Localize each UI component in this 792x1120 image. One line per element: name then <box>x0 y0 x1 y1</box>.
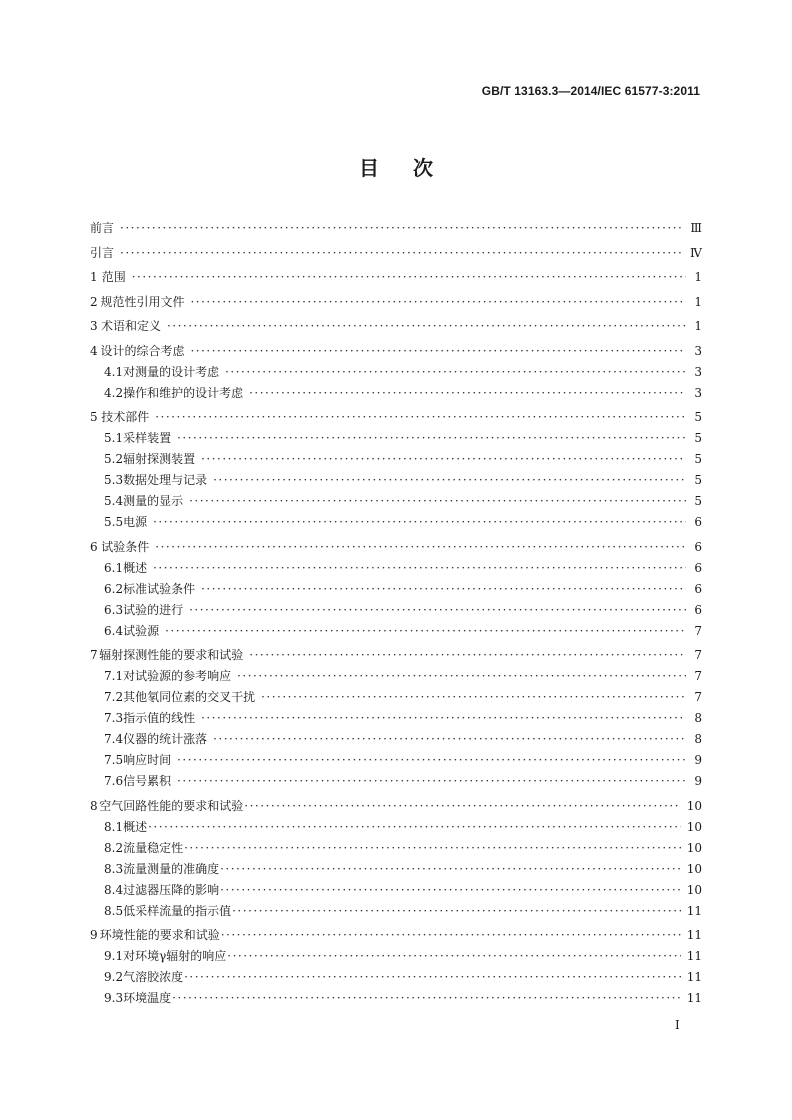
toc-entry-number: 6.3 <box>104 602 124 617</box>
toc-entry-title: 流量稳定性 <box>123 840 184 855</box>
toc-entry-number: 7 <box>90 648 98 662</box>
toc-entry-title: 仪器的统计涨落 <box>123 732 208 746</box>
toc-entry-title: 引言 <box>90 245 115 260</box>
toc-entry-title: 信号累积 <box>123 774 172 788</box>
toc-entry[interactable] <box>90 292 702 313</box>
toc-entry[interactable] <box>90 449 702 470</box>
toc-entry-title: 规范性引用文件 <box>100 294 185 309</box>
toc-entry-number: 6.2 <box>104 581 124 596</box>
toc-entry-page: 11 <box>686 903 702 918</box>
toc-entry-page: 7 <box>694 623 702 638</box>
toc-entry-number: 8.4 <box>104 882 124 897</box>
toc-entry-page: 8 <box>694 711 702 725</box>
toc-entry-title: 范围 <box>101 270 126 284</box>
toc-entry-number: 9 <box>90 928 98 942</box>
toc-entry-number: 5 <box>90 410 98 424</box>
toc-entry[interactable] <box>90 729 702 750</box>
toc-entry[interactable] <box>90 579 702 600</box>
dot-leader <box>220 859 681 880</box>
toc-entry-page: 10 <box>686 819 702 834</box>
toc-entry-page: 1 <box>694 294 702 309</box>
toc-entry-title: 环境性能的要求和试验 <box>99 928 220 942</box>
dot-leader <box>261 687 686 708</box>
toc-entry-page: Ⅳ <box>690 245 702 260</box>
toc-entry-number: 4 <box>90 343 98 358</box>
toc-entry-page: 11 <box>686 949 702 963</box>
toc-entry[interactable] <box>90 796 702 817</box>
toc-entry-title: 操作和维护的设计考虑 <box>123 385 244 400</box>
dot-leader <box>244 796 680 817</box>
toc-entry-page: 11 <box>686 928 702 942</box>
toc-entry-title: 空气回路性能的要求和试验 <box>99 798 244 813</box>
toc-entry-number: 8.2 <box>104 840 124 855</box>
toc-entry[interactable] <box>90 407 702 428</box>
toc-entry[interactable] <box>90 243 702 264</box>
toc-entry-page: 7 <box>694 669 702 683</box>
toc-entry-title: 指示值的线性 <box>123 711 196 725</box>
toc-entry-title: 响应时间 <box>123 753 172 767</box>
toc-entry-page: 3 <box>694 343 702 358</box>
toc-entry-title: 前言 <box>90 221 115 235</box>
page-folio: Ⅰ <box>675 1018 680 1032</box>
toc-entry-page: 5 <box>694 410 702 424</box>
toc-entry-page: 1 <box>694 319 702 333</box>
table-of-contents <box>90 218 702 1009</box>
toc-entry-title: 测量的显示 <box>123 494 184 508</box>
toc-entry-title: 术语和定义 <box>100 319 161 333</box>
toc-entry[interactable] <box>90 687 702 708</box>
toc-entry[interactable] <box>90 750 702 771</box>
toc-entry-number: 2 <box>90 294 98 309</box>
toc-entry-title: 标准试验条件 <box>123 581 196 596</box>
toc-entry[interactable] <box>90 537 702 558</box>
toc-entry-title: 过滤器压降的影响 <box>123 882 220 897</box>
toc-entry-title: 对环境γ辐射的响应 <box>123 949 227 963</box>
toc-entry-number: 5.5 <box>104 515 124 529</box>
toc-entry-title: 流量测量的准确度 <box>123 861 220 876</box>
toc-entry-title: 其他氡同位素的交叉干扰 <box>123 690 256 704</box>
toc-entry-page: Ⅲ <box>690 221 702 235</box>
toc-entry-page: 10 <box>686 840 702 855</box>
toc-entry-page: 5 <box>694 473 702 487</box>
dot-leader <box>148 817 681 838</box>
title-char-2: 次 <box>413 156 433 180</box>
toc-entry-page: 3 <box>694 364 702 379</box>
toc-entry[interactable] <box>90 558 702 579</box>
toc-entry-page: 6 <box>694 602 702 617</box>
dot-leader <box>220 880 681 901</box>
toc-entry[interactable] <box>90 341 702 362</box>
dot-leader <box>227 946 680 967</box>
toc-entry[interactable] <box>90 470 702 491</box>
toc-entry[interactable] <box>90 645 702 666</box>
toc-entry-title: 辐射探测性能的要求和试验 <box>99 648 244 662</box>
toc-entry-page: 7 <box>694 690 702 704</box>
toc-entry-number: 4.1 <box>104 364 124 379</box>
toc-entry-page: 6 <box>694 560 702 575</box>
toc-entry-number: 9.3 <box>104 991 124 1005</box>
dot-leader <box>172 988 681 1009</box>
dot-leader <box>201 579 686 600</box>
toc-entry-page: 10 <box>686 861 702 876</box>
dot-leader <box>201 708 686 729</box>
dot-leader <box>177 428 686 449</box>
toc-entry-number: 5.3 <box>104 473 124 487</box>
toc-entry[interactable] <box>90 316 702 337</box>
toc-entry-page: 6 <box>694 515 702 529</box>
toc-entry-page: 5 <box>694 494 702 508</box>
dot-leader <box>155 407 686 428</box>
toc-entry-number: 8.5 <box>104 903 124 918</box>
toc-entry[interactable] <box>90 600 702 621</box>
dot-leader <box>225 362 686 383</box>
toc-entry-page: 3 <box>694 385 702 400</box>
toc-entry-number: 8.1 <box>104 819 124 834</box>
toc-entry-title: 对试验源的参考响应 <box>123 669 232 683</box>
toc-entry-page: 9 <box>694 774 702 788</box>
toc-entry-page: 9 <box>694 753 702 767</box>
toc-entry-title: 概述 <box>123 819 148 834</box>
toc-entry[interactable] <box>90 771 702 792</box>
dot-leader <box>201 449 686 470</box>
toc-entry[interactable] <box>90 838 702 859</box>
toc-entry-page: 8 <box>694 732 702 746</box>
toc-entry-title: 电源 <box>123 515 148 529</box>
dot-leader <box>120 243 684 264</box>
toc-entry-title: 试验条件 <box>101 539 150 554</box>
toc-entry[interactable] <box>90 901 702 922</box>
dot-leader <box>213 729 686 750</box>
toc-entry-page: 5 <box>694 452 702 466</box>
title-char-1: 目 <box>359 156 379 180</box>
dot-leader <box>232 901 681 922</box>
toc-entry-title: 设计的综合考虑 <box>100 343 185 358</box>
toc-entry-number: 6.1 <box>104 560 124 575</box>
toc-entry-page: 6 <box>694 581 702 596</box>
toc-entry-page: 6 <box>694 539 702 554</box>
toc-entry[interactable] <box>90 817 702 838</box>
toc-entry[interactable] <box>90 218 702 239</box>
toc-entry-page: 11 <box>686 970 702 984</box>
standard-number-header: GB/T 13163.3—2014/IEC 61577-3:2011 <box>481 84 700 98</box>
toc-entry-number: 7.5 <box>104 753 124 767</box>
toc-entry-number: 7.6 <box>104 774 124 788</box>
toc-entry-title: 辐射探测装置 <box>123 452 196 466</box>
dot-leader <box>190 292 686 313</box>
toc-entry-number: 9.2 <box>104 970 124 984</box>
dot-leader <box>132 267 686 288</box>
dot-leader <box>177 750 686 771</box>
dot-leader <box>153 558 686 579</box>
dot-leader <box>221 925 681 946</box>
toc-entry[interactable] <box>90 925 702 946</box>
dot-leader <box>120 218 684 239</box>
dot-leader <box>189 600 686 621</box>
toc-entry-number: 3 <box>90 319 98 333</box>
toc-entry-number: 5.2 <box>104 452 124 466</box>
dot-leader <box>213 470 686 491</box>
toc-entry-number: 1 <box>90 270 98 284</box>
toc-entry[interactable] <box>90 946 702 967</box>
toc-entry[interactable] <box>90 267 702 288</box>
dot-leader <box>184 838 681 859</box>
toc-entry[interactable] <box>90 512 702 533</box>
toc-entry-number: 5.1 <box>104 431 124 445</box>
toc-entry-number: 7.1 <box>104 669 124 683</box>
toc-entry[interactable] <box>90 491 702 512</box>
toc-entry[interactable] <box>90 880 702 901</box>
toc-entry-number: 7.3 <box>104 711 124 725</box>
dot-leader <box>190 341 686 362</box>
dot-leader <box>155 537 686 558</box>
toc-entry-number: 8.3 <box>104 861 124 876</box>
toc-entry-page: 5 <box>694 431 702 445</box>
toc-entry[interactable] <box>90 621 702 642</box>
toc-entry-page: 1 <box>694 270 702 284</box>
dot-leader <box>237 666 686 687</box>
toc-entry-number: 6 <box>90 539 98 554</box>
dot-leader <box>165 621 686 642</box>
toc-entry[interactable] <box>90 988 702 1009</box>
toc-entry[interactable] <box>90 967 702 988</box>
toc-entry-page: 11 <box>686 991 702 1005</box>
dot-leader <box>249 383 686 404</box>
toc-entry-title: 低采样流量的指示值 <box>123 903 232 918</box>
dot-leader <box>184 967 681 988</box>
toc-entry-number: 7.2 <box>104 690 124 704</box>
toc-entry-title: 试验源 <box>123 623 160 638</box>
toc-entry-number: 7.4 <box>104 732 124 746</box>
dot-leader <box>189 491 686 512</box>
toc-entry[interactable] <box>90 362 702 383</box>
toc-entry-page: 7 <box>694 648 702 662</box>
toc-entry-title: 气溶胶浓度 <box>123 970 184 984</box>
toc-entry-title: 数据处理与记录 <box>123 473 208 487</box>
dot-leader <box>153 512 686 533</box>
toc-entry-number: 6.4 <box>104 623 124 638</box>
toc-entry-title: 概述 <box>123 560 148 575</box>
toc-entry-number: 8 <box>90 798 98 813</box>
dot-leader <box>177 771 686 792</box>
toc-entry-title: 技术部件 <box>101 410 150 424</box>
toc-entry-page: 10 <box>686 882 702 897</box>
toc-entry-number: 5.4 <box>104 494 124 508</box>
toc-entry-title: 试验的进行 <box>123 602 184 617</box>
toc-entry-page: 10 <box>686 798 702 813</box>
dot-leader <box>167 316 686 337</box>
toc-entry-title: 环境温度 <box>123 991 172 1005</box>
toc-entry-title: 对测量的设计考虑 <box>123 364 220 379</box>
toc-entry[interactable] <box>90 383 702 404</box>
toc-entry[interactable] <box>90 666 702 687</box>
page-title <box>0 152 792 181</box>
toc-entry[interactable] <box>90 708 702 729</box>
toc-entry-number: 4.2 <box>104 385 124 400</box>
dot-leader <box>249 645 686 666</box>
toc-entry[interactable] <box>90 859 702 880</box>
toc-entry[interactable] <box>90 428 702 449</box>
toc-entry-number: 9.1 <box>104 949 124 963</box>
toc-entry-title: 采样装置 <box>123 431 172 445</box>
